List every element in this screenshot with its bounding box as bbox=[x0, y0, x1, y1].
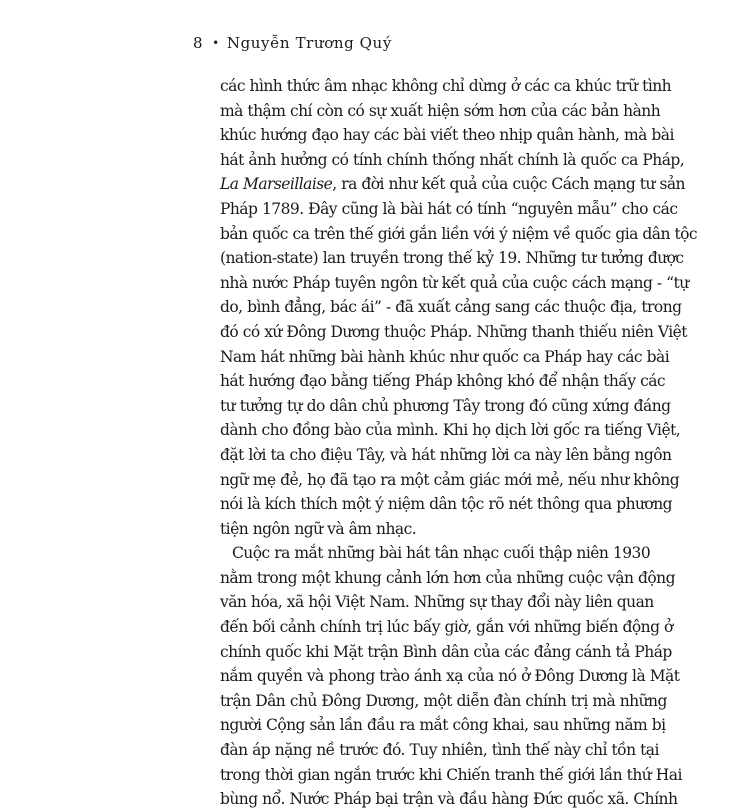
text-line: bùng nổ. Nước Pháp bại trận và đầu hàng Đức quốc xã. Chính bbox=[220, 790, 678, 809]
page-number: 8 bbox=[193, 34, 204, 52]
text-line: bản quốc ca trên thế giới gắn liền với ý niệm về quốc gia dân tộc bbox=[220, 224, 698, 243]
text-line: tiện ngôn ngữ và âm nhạc. bbox=[220, 519, 417, 538]
text-line: đặt lời ta cho điệu Tây, và hát những lời ca này lên bằng ngôn bbox=[220, 445, 672, 464]
text-line: tư tưởng tự do dân chủ phương Tây trong đó cũng xứng đáng bbox=[220, 396, 671, 415]
text-line: dành cho đồng bào của mình. Khi họ dịch lời gốc ra tiếng Việt, bbox=[220, 421, 681, 440]
text-line: do, bình đẳng, bác ái” - đã xuất cảng sang các thuộc địa, trong bbox=[220, 298, 682, 317]
text-line: đàn áp nặng nề trước đó. Tuy nhiên, tình thế này chỉ tồn tại bbox=[220, 741, 659, 760]
body-text bbox=[220, 74, 698, 812]
text-line: các hình thức âm nhạc không chỉ dừng ở các ca khúc trữ tình bbox=[220, 77, 672, 95]
text-line: hát hướng đạo bằng tiếng Pháp không khó để nhận thấy các bbox=[220, 372, 666, 391]
text-line: mà thậm chí còn có sự xuất hiện sớm hơn của các bản hành bbox=[220, 101, 661, 120]
text-line: nắm quyền và phong trào ánh xạ của nó ở Đông Dương là Mặt bbox=[220, 667, 680, 686]
text-line: người Cộng sản lần đầu ra mắt công khai, sau những năm bị bbox=[220, 716, 666, 735]
running-head bbox=[193, 34, 392, 52]
text-line: khúc hướng đạo hay các bài viết theo nhịp quân hành, mà bài bbox=[220, 126, 674, 145]
text-line: ngữ mẹ đẻ, họ đã tạo ra một cảm giác mới mẻ, nếu như không bbox=[220, 470, 680, 489]
text-line: Cuộc ra mắt những bài hát tân nhạc cuối thập niên 1930 bbox=[232, 544, 651, 563]
text-line: đó có xứ Đông Dương thuộc Pháp. Những thanh thiếu niên Việt bbox=[220, 322, 687, 341]
author-name: Nguyễn Trương Quý bbox=[226, 34, 392, 52]
text-line: nhà nước Pháp tuyên ngôn từ kết quả của cuộc cách mạng - “tự bbox=[220, 273, 689, 292]
paragraph-2 bbox=[220, 541, 682, 812]
text-line: trong thời gian ngắn trước khi Chiến tranh thế giới lần thứ Hai bbox=[220, 765, 682, 784]
text-line: chính quốc khi Mặt trận Bình dân của các đảng cánh tả Pháp bbox=[220, 642, 672, 661]
text-line: nói là kích thích một ý niệm dân tộc rõ nét thông qua phương bbox=[220, 495, 673, 514]
text-line: Pháp 1789. Đây cũng là bài hát có tính “nguyên mẫu” cho các bbox=[220, 199, 678, 218]
text-line bbox=[220, 172, 685, 197]
text-line: nằm trong một khung cảnh lớn hơn của những cuộc vận động bbox=[220, 568, 675, 587]
text-line: trận Dân chủ Đông Dương, một diễn đàn chính trị mà những bbox=[220, 691, 667, 710]
text-line: hát ảnh hưởng có tính chính thống nhất chính là quốc ca Pháp, bbox=[220, 150, 685, 169]
paragraph-1 bbox=[220, 74, 698, 541]
text-line-rest: , ra đời như kết quả của cuộc Cách mạng tư sản bbox=[332, 175, 685, 194]
text-line: (nation-state) lan truyền trong thế kỷ 19. Những tư tưởng được bbox=[220, 249, 684, 268]
song-title-italic: La Marseillaise bbox=[220, 175, 333, 194]
text-line: Nam hát những bài hành khúc như quốc ca Pháp hay các bài bbox=[220, 347, 670, 366]
header-separator: • bbox=[212, 36, 220, 50]
text-line: văn hóa, xã hội Việt Nam. Những sự thay đổi này liên quan bbox=[220, 593, 654, 612]
text-line: đến bối cảnh chính trị lúc bấy giờ, gắn với những biến động ở bbox=[220, 618, 673, 637]
